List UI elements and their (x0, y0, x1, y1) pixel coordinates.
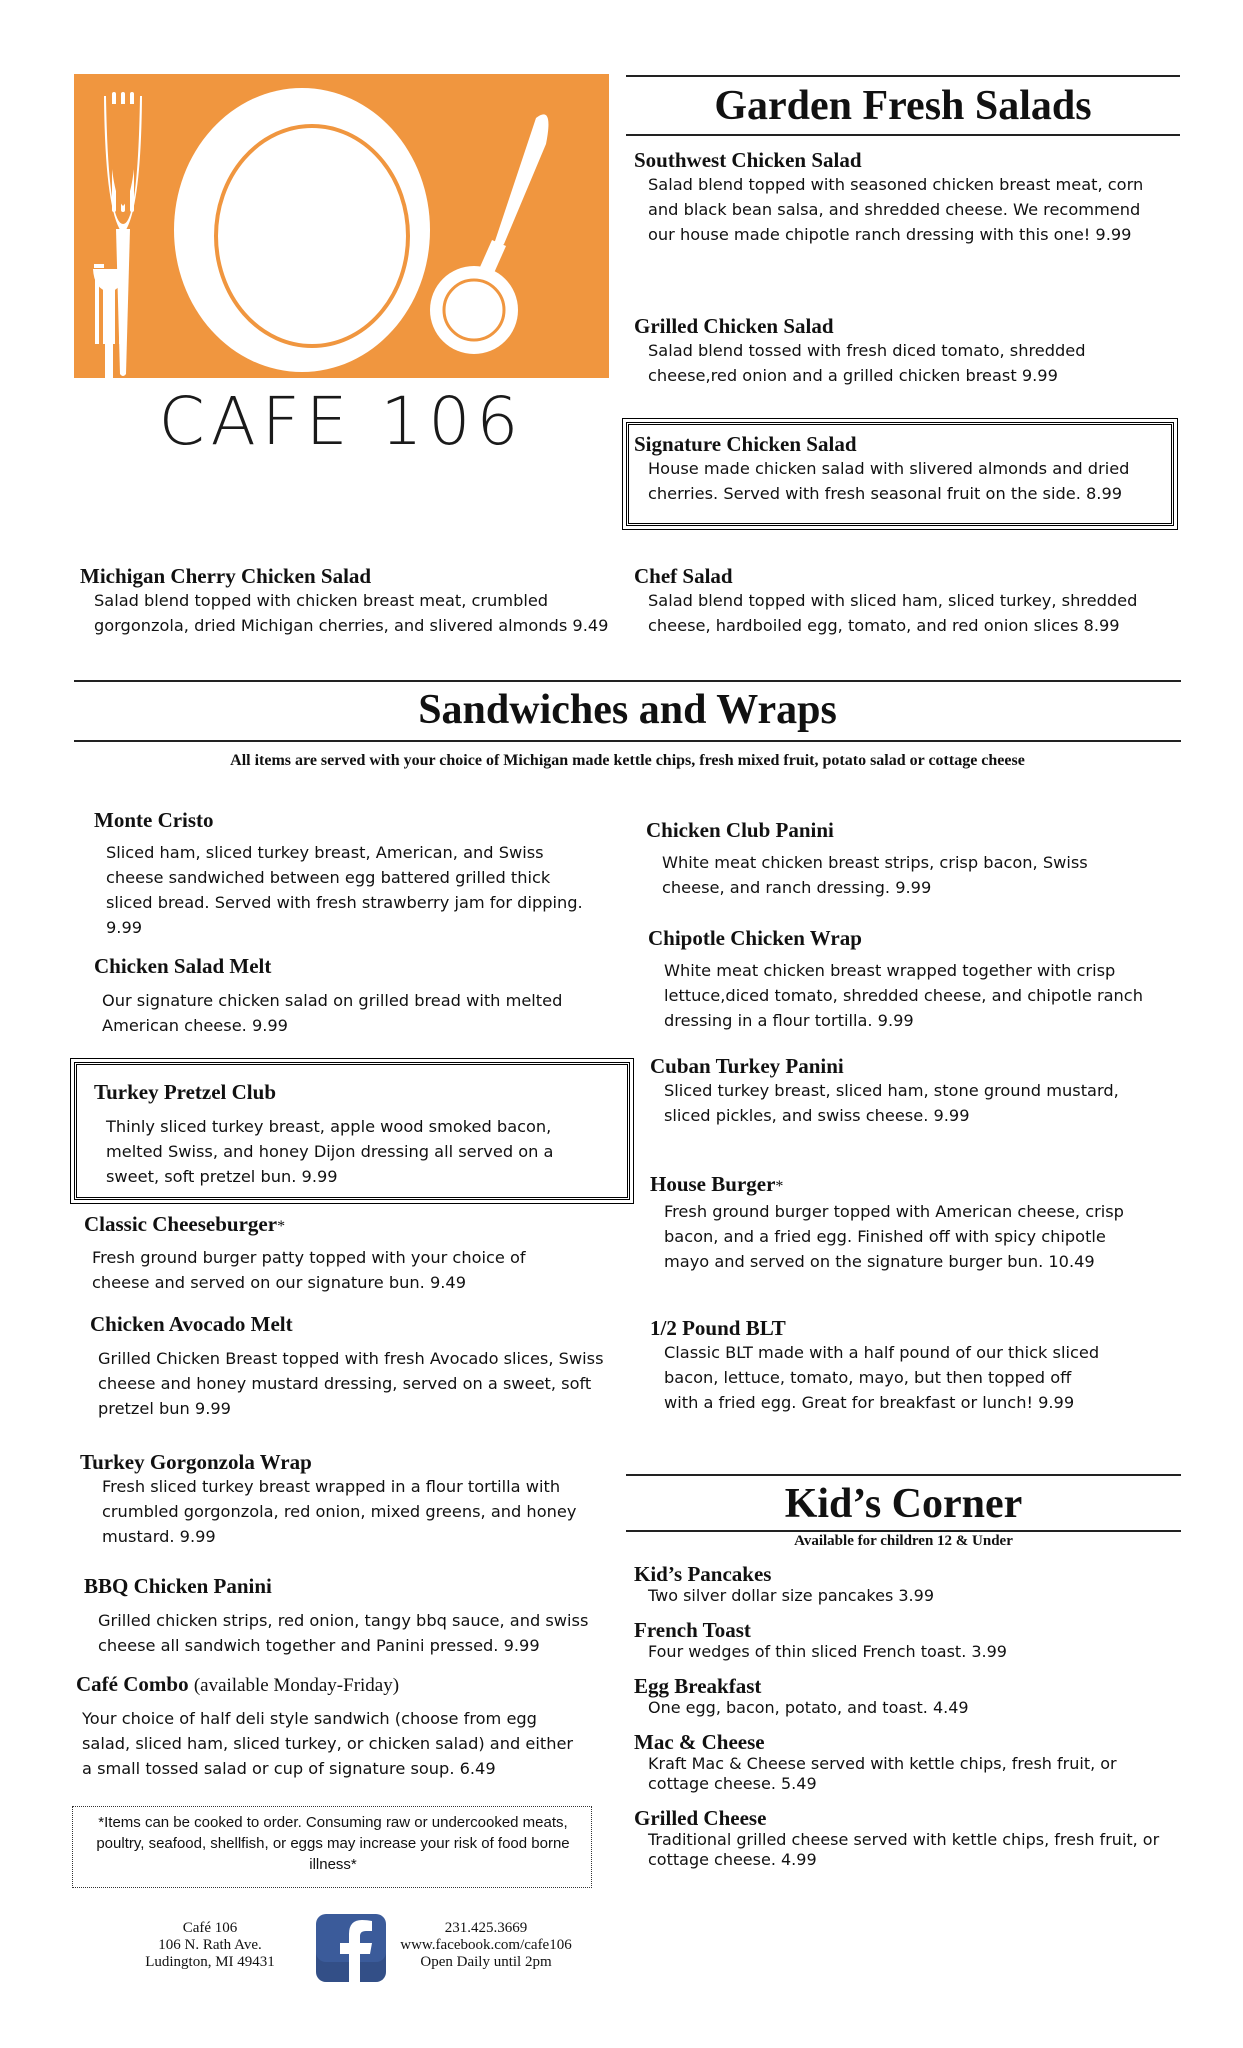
item-desc: Traditional grilled cheese served with kettle chips, fresh fruit, or cottage cheese. 4.99 (648, 1830, 1160, 1869)
item-desc: Grilled chicken strips, red onion, tangy bbq sauce, and swiss cheese all sandwich together and Panini pressed. 9.99 (98, 1611, 589, 1655)
item-desc: House made chicken salad with slivered almonds and dried cherries. Served with fresh seasonal fruit on the side. 8.99 (648, 459, 1130, 503)
item-desc: Sliced turkey breast, sliced ham, stone ground mustard, sliced pickles, and swiss cheese. 9.99 (664, 1081, 1119, 1125)
item-name: Chicken Club Panini (646, 818, 834, 842)
menu-item (634, 1675, 1174, 1718)
item-desc: White meat chicken breast wrapped together with crisp lettuce,diced tomato, shredded cheese, and chipotle ranch dressing in a flour tortilla. 9.99 (664, 961, 1143, 1030)
item-name: Turkey Pretzel Club (94, 1080, 276, 1104)
item-desc: Fresh ground burger topped with American cheese, crisp bacon, and a fried egg. Finished off with spicy chipotle mayo and served on the signature burger bun. 10.49 (664, 1202, 1124, 1271)
item-desc: Fresh sliced turkey breast wrapped in a flour tortilla with crumbled gorgonzola, red onion, mixed greens, and honey mustard. 9.99 (102, 1477, 577, 1546)
menu-item (634, 1563, 1174, 1606)
sandwiches-title: Sandwiches and Wraps (418, 687, 837, 733)
menu-item (76, 1672, 616, 1781)
item-name: BBQ Chicken Panini (84, 1574, 272, 1598)
salads-title: Garden Fresh Salads (714, 83, 1092, 129)
footer-line: Ludington, MI 49431 (145, 1954, 275, 1970)
item-name (76, 1672, 616, 1698)
menu-item (648, 926, 1168, 1033)
menu-item (646, 818, 1166, 900)
menu-item (634, 1731, 1174, 1794)
menu-item (634, 148, 1154, 247)
logo-graphic (74, 74, 609, 378)
item-name: Mac & Cheese (634, 1730, 765, 1754)
item-name: Signature Chicken Salad (634, 432, 857, 456)
menu-item (84, 1212, 614, 1295)
divider (626, 1474, 1181, 1476)
item-desc: Fresh ground burger patty topped with your choice of cheese and served on our signature bun. 9.49 (92, 1248, 526, 1292)
menu-item (650, 1316, 1170, 1415)
item-desc: White meat chicken breast strips, crisp bacon, Swiss cheese, and ranch dressing. 9.99 (662, 853, 1088, 897)
footer-address (130, 1920, 290, 1971)
item-desc: Salad blend tossed with fresh diced tomato, shredded cheese,red onion and a grilled chicken breast 9.99 (648, 341, 1086, 385)
item-name: Chicken Salad Melt (94, 954, 272, 978)
asterisk: * (277, 1218, 286, 1235)
item-name: Monte Cristo (94, 808, 214, 832)
menu-item (94, 808, 604, 940)
menu-item (84, 1574, 624, 1658)
fork-icon (94, 92, 142, 376)
footer-phone: 231.425.3669 (444, 1920, 528, 1936)
sandwiches-subtitle: All items are served with your choice of Michigan made kettle chips, fresh mixed fruit, potato salad or cottage cheese (230, 752, 1025, 769)
item-desc: Four wedges of thin sliced French toast. 3.99 (648, 1642, 1007, 1661)
item-desc: Sliced ham, sliced turkey breast, American, and Swiss cheese sandwiched between egg battered grilled thick sliced bread. Served with fresh strawberry jam for dipping. 9.99 (106, 843, 583, 937)
item-desc: One egg, bacon, potato, and toast. 4.49 (648, 1698, 969, 1717)
item-name: Cuban Turkey Panini (650, 1054, 844, 1078)
item-name-text: Classic Cheeseburger (84, 1212, 278, 1236)
brand-name: CAFE 106 (158, 383, 525, 460)
divider (74, 740, 1181, 742)
item-name: Chef Salad (634, 564, 733, 588)
menu-item (634, 1807, 1174, 1870)
footer-line: Café 106 (182, 1920, 238, 1936)
item-desc: Kraft Mac & Cheese served with kettle chips, fresh fruit, or cottage cheese. 5.49 (648, 1754, 1117, 1793)
item-desc: Salad blend topped with chicken breast meat, crumbled gorgonzola, dried Michigan cherries, and slivered almonds 9.49 (94, 591, 609, 635)
item-name: Grilled Chicken Salad (634, 314, 834, 338)
menu-item (90, 1312, 620, 1421)
item-name: Kid’s Pancakes (634, 1562, 772, 1586)
kids-title: Kid’s Corner (784, 1481, 1023, 1527)
item-name: Grilled Cheese (634, 1806, 767, 1830)
menu-item (634, 432, 1164, 506)
item-name-text: House Burger (650, 1172, 776, 1196)
item-name: Michigan Cherry Chicken Salad (80, 564, 372, 588)
menu-item (80, 564, 620, 638)
item-name: Egg Breakfast (634, 1674, 762, 1698)
menu-item (80, 1450, 610, 1549)
menu-item (634, 564, 1174, 638)
item-name: 1/2 Pound BLT (650, 1316, 786, 1340)
asterisk: * (775, 1178, 784, 1195)
item-desc: Two silver dollar size pancakes 3.99 (648, 1586, 934, 1605)
item-name: Southwest Chicken Salad (634, 148, 862, 172)
knife-icon (430, 114, 548, 354)
kids-subtitle: Available for children 12 & Under (794, 1533, 1013, 1549)
disclaimer: *Items can be cooked to order. Consuming raw or undercooked meats, poultry, seafood, shellfish, or eggs may increase your risk of food borne illness* (96, 1814, 570, 1873)
footer-hours: Open Daily until 2pm (420, 1954, 552, 1970)
item-desc: Salad blend topped with seasoned chicken breast meat, corn and black bean salsa, and shredded cheese. We recommend our house made chipotle ranch dressing with this one! 9.99 (648, 175, 1144, 244)
item-desc: Salad blend topped with sliced ham, sliced turkey, shredded cheese, hardboiled egg, tomato, and red onion slices 8.99 (648, 591, 1138, 635)
divider (74, 680, 1181, 682)
footer-contact (386, 1920, 586, 1971)
divider (626, 134, 1180, 136)
footer-line: 106 N. Rath Ave. (158, 1937, 262, 1953)
item-desc: Grilled Chicken Breast topped with fresh Avocado slices, Swiss cheese and honey mustard dressing, served on a sweet, soft pretzel bun 9.99 (98, 1349, 604, 1418)
menu-item (650, 1172, 1170, 1274)
facebook-icon[interactable] (316, 1914, 386, 1982)
item-name: Turkey Gorgonzola Wrap (80, 1450, 312, 1474)
divider (626, 75, 1180, 77)
footer-link[interactable]: www.facebook.com/cafe106 (400, 1937, 572, 1953)
menu-item (634, 1619, 1174, 1662)
menu-item (94, 1080, 614, 1189)
item-name-text: Café Combo (76, 1672, 189, 1696)
item-note: (available Monday-Friday) (193, 1675, 400, 1696)
item-desc: Your choice of half deli style sandwich (choose from egg salad, sliced ham, sliced turkey, or chicken salad) and either a small tossed salad or cup of signature soup. 6.49 (82, 1709, 574, 1778)
item-name: Chicken Avocado Melt (90, 1312, 293, 1336)
item-desc: Classic BLT made with a half pound of our thick sliced bacon, lettuce, tomato, mayo, but then topped off with a fried egg. Great for breakfast or lunch! 9.99 (664, 1343, 1100, 1412)
logo (74, 74, 609, 378)
item-name (650, 1172, 1170, 1199)
item-desc: Thinly sliced turkey breast, apple wood smoked bacon, melted Swiss, and honey Dijon dressing all served on a sweet, soft pretzel bun. 9.99 (106, 1117, 554, 1186)
divider (626, 1530, 1181, 1532)
menu-item (634, 314, 1154, 388)
plate-icon (174, 88, 430, 372)
menu-item (94, 954, 604, 1038)
menu-item (650, 1054, 1170, 1128)
item-name: French Toast (634, 1618, 751, 1642)
item-desc: Our signature chicken salad on grilled bread with melted American cheese. 9.99 (102, 991, 563, 1035)
item-name (84, 1212, 614, 1239)
item-name: Chipotle Chicken Wrap (648, 926, 862, 950)
